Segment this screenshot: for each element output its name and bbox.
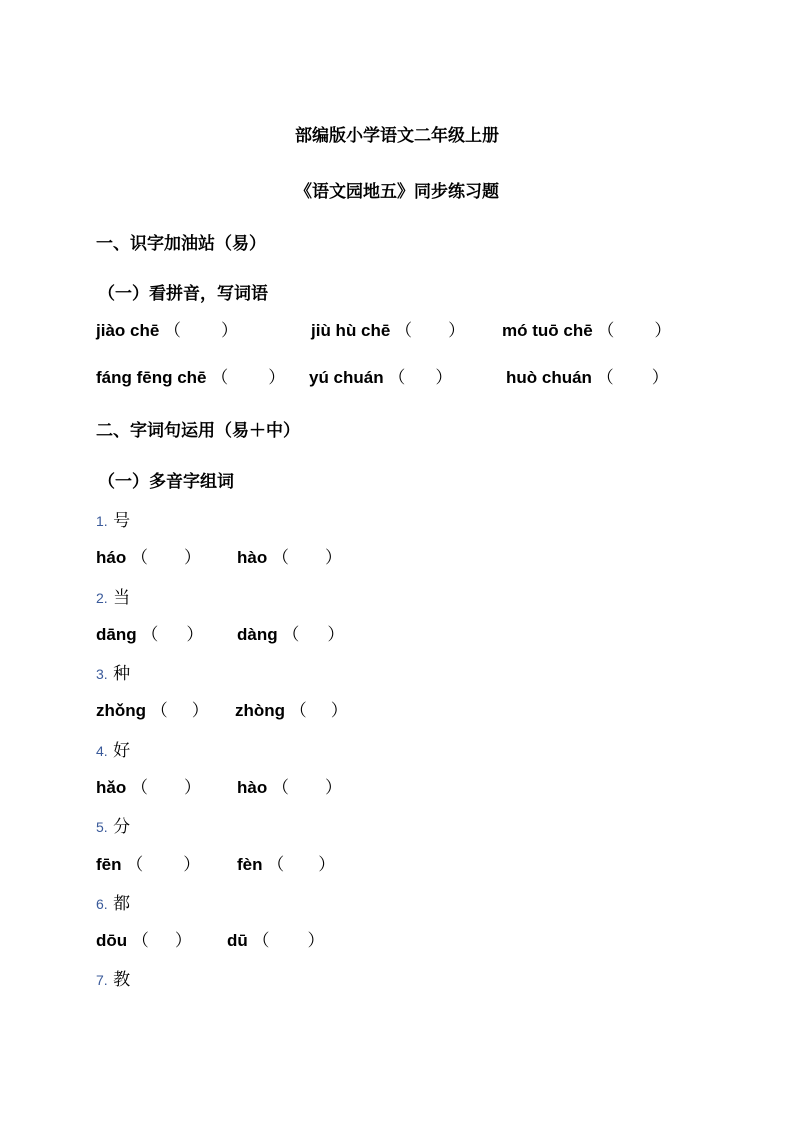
doc-title: 部编版小学语文二年级上册 — [295, 126, 499, 146]
question-number: 5. 分 — [96, 817, 131, 837]
question-number: 6. 都 — [96, 894, 131, 914]
section2-subheading: （一）多音字组词 — [98, 472, 234, 492]
pinyin-item: mó tuō chē （ ） — [502, 321, 672, 340]
question-number: 3. 种 — [96, 664, 131, 684]
pinyin-item: yú chuán （ ） — [309, 368, 453, 387]
section2-heading: 二、字词句运用（易＋中） — [96, 421, 300, 441]
pinyin-item: huò chuán （ ） — [506, 368, 669, 387]
question-number: 1. 号 — [96, 511, 131, 531]
section1-subheading: （一）看拼音，写词语 — [98, 284, 268, 304]
question-number: 7. 教 — [96, 970, 131, 990]
section1-heading: 一、识字加油站（易） — [96, 234, 266, 254]
pinyin-item: jiù hù chē （ ） — [311, 321, 466, 340]
question-number: 4. 好 — [96, 741, 131, 761]
doc-subtitle: 《语文园地五》同步练习题 — [295, 182, 499, 202]
question-number: 2. 当 — [96, 588, 131, 608]
pinyin-item: fáng fēng chē （ ） — [96, 368, 286, 387]
pinyin-item: jiào chē （ ） — [96, 321, 239, 340]
